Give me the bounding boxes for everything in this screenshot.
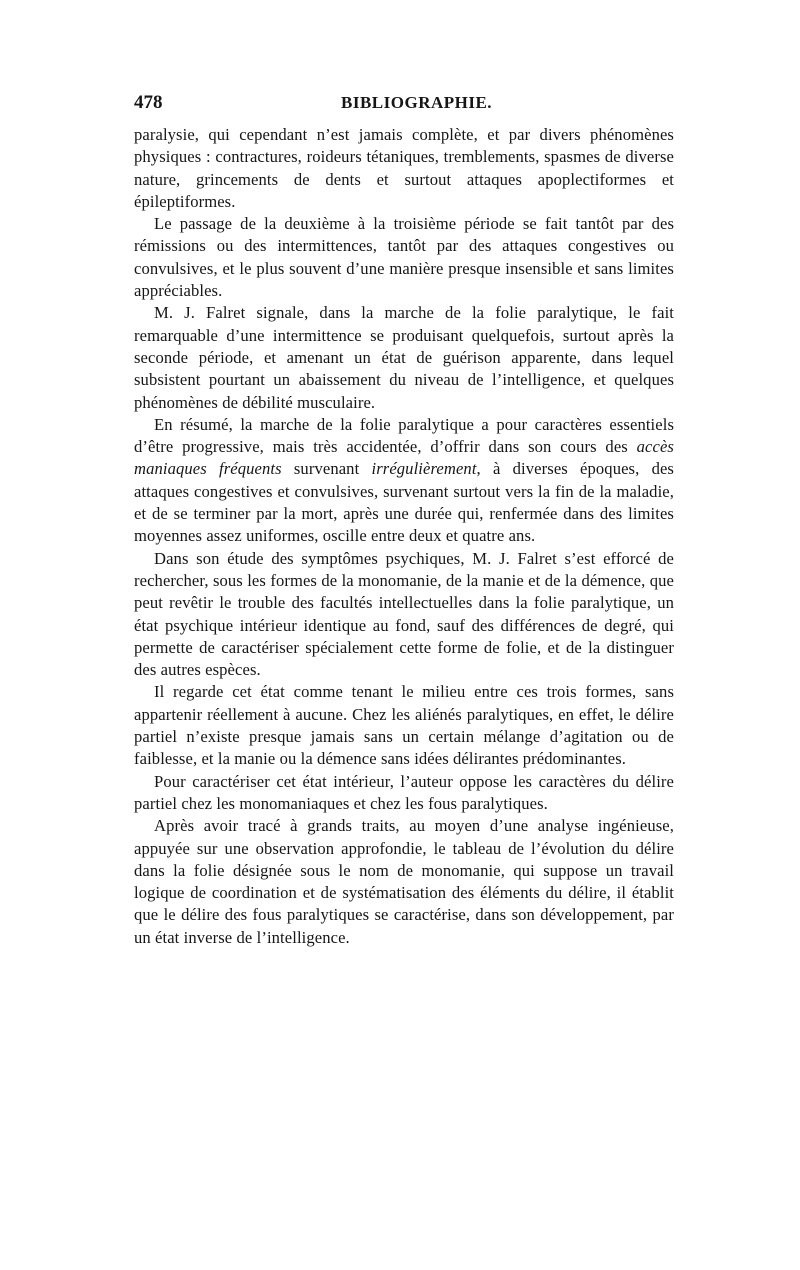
running-head: BIBLIOGRAPHIE. bbox=[341, 93, 493, 112]
paragraph-2: Le passage de la deuxième à la troisième période se fait tantôt par des rémissions ou des intermittences, tantôt par des attaques congestives ou convulsives, et le plus souvent d’une manière presque insensible et sans limites appréciables. bbox=[134, 214, 674, 301]
paragraph-6: Il regarde cet état comme tenant le milieu entre ces trois formes, sans appartenir réellement à aucune. Chez les aliénés paralytiques, en effet, le délire partiel n’existe presque jamais sans un certain mélange d’agitation ou de faiblesse, et la manie ou la démence sans idées délirantes prédominantes. bbox=[134, 682, 674, 769]
body-text bbox=[134, 124, 674, 949]
paragraph-8: Après avoir tracé à grands traits, au moyen d’une analyse ingénieuse, appuyée sur une observation approfondie, le tableau de l’évolution du délire dans la folie désignée sous le nom de monomanie, qui suppose un travail logique de coordination et de systématisation des éléments du délire, il établit que le délire des fous paralytiques se caractérise, dans son développement, par un état inverse de l’intelligence. bbox=[134, 816, 674, 947]
paragraph-4-part-1: En résumé, la marche de la folie paralytique a pour caractères essentiels d’être progressive, mais très accidentée, d’offrir dans son cours des bbox=[134, 414, 674, 457]
paragraph-4-part-2: survenant bbox=[281, 459, 372, 479]
book-page bbox=[134, 88, 674, 949]
page-number: 478 bbox=[134, 92, 163, 113]
paragraph-7: Pour caractériser cet état intérieur, l’auteur oppose les caractères du délire partiel chez les monomaniaques et chez les fous paralytiques. bbox=[134, 771, 674, 813]
paragraph-4-part-3: , à diverses époques, des attaques congestives et convulsives, survenant surtout vers la fin de la maladie, et de se terminer par la mort, après une durée qui, renfermée dans des limites moyennes assez uniformes, oscille entre deux et quatre ans. bbox=[134, 459, 674, 546]
paragraph-3: M. J. Falret signale, dans la marche de la folie paralytique, le fait remarquable d’une intermittence se produisant quelquefois, surtout après la seconde période, et amenant un état de guérison apparente, dans lequel subsistent pourtant un abaissement du niveau de l’intelligence, et quelques phénomènes de débilité musculaire. bbox=[134, 303, 674, 412]
paragraph-5: Dans son étude des symptômes psychiques, M. J. Falret s’est efforcé de rechercher, sous les formes de la monomanie, de la manie et de la démence, que peut revêtir le trouble des facultés intellectuelles dans la folie paralytique, un état psychique intérieur identique au fond, sauf des différences de degré, qui permette de caractériser spécialement cette forme de folie, et de la distinguer des autres espèces. bbox=[134, 548, 674, 680]
paragraph-1: paralysie, qui cependant n’est jamais complète, et par divers phénomènes physiques : contractures, roideurs tétaniques, tremblements, spasmes de diverse nature, grincements de dents et surtout attaques apoplectiformes et épileptiformes. bbox=[134, 125, 674, 211]
paragraph-4-italic-2: irrégulièrement bbox=[371, 459, 477, 479]
paragraph-4-italic-1: accès maniaques fréquents bbox=[134, 437, 674, 479]
paragraph-4 bbox=[134, 414, 674, 548]
page-header bbox=[134, 88, 674, 118]
